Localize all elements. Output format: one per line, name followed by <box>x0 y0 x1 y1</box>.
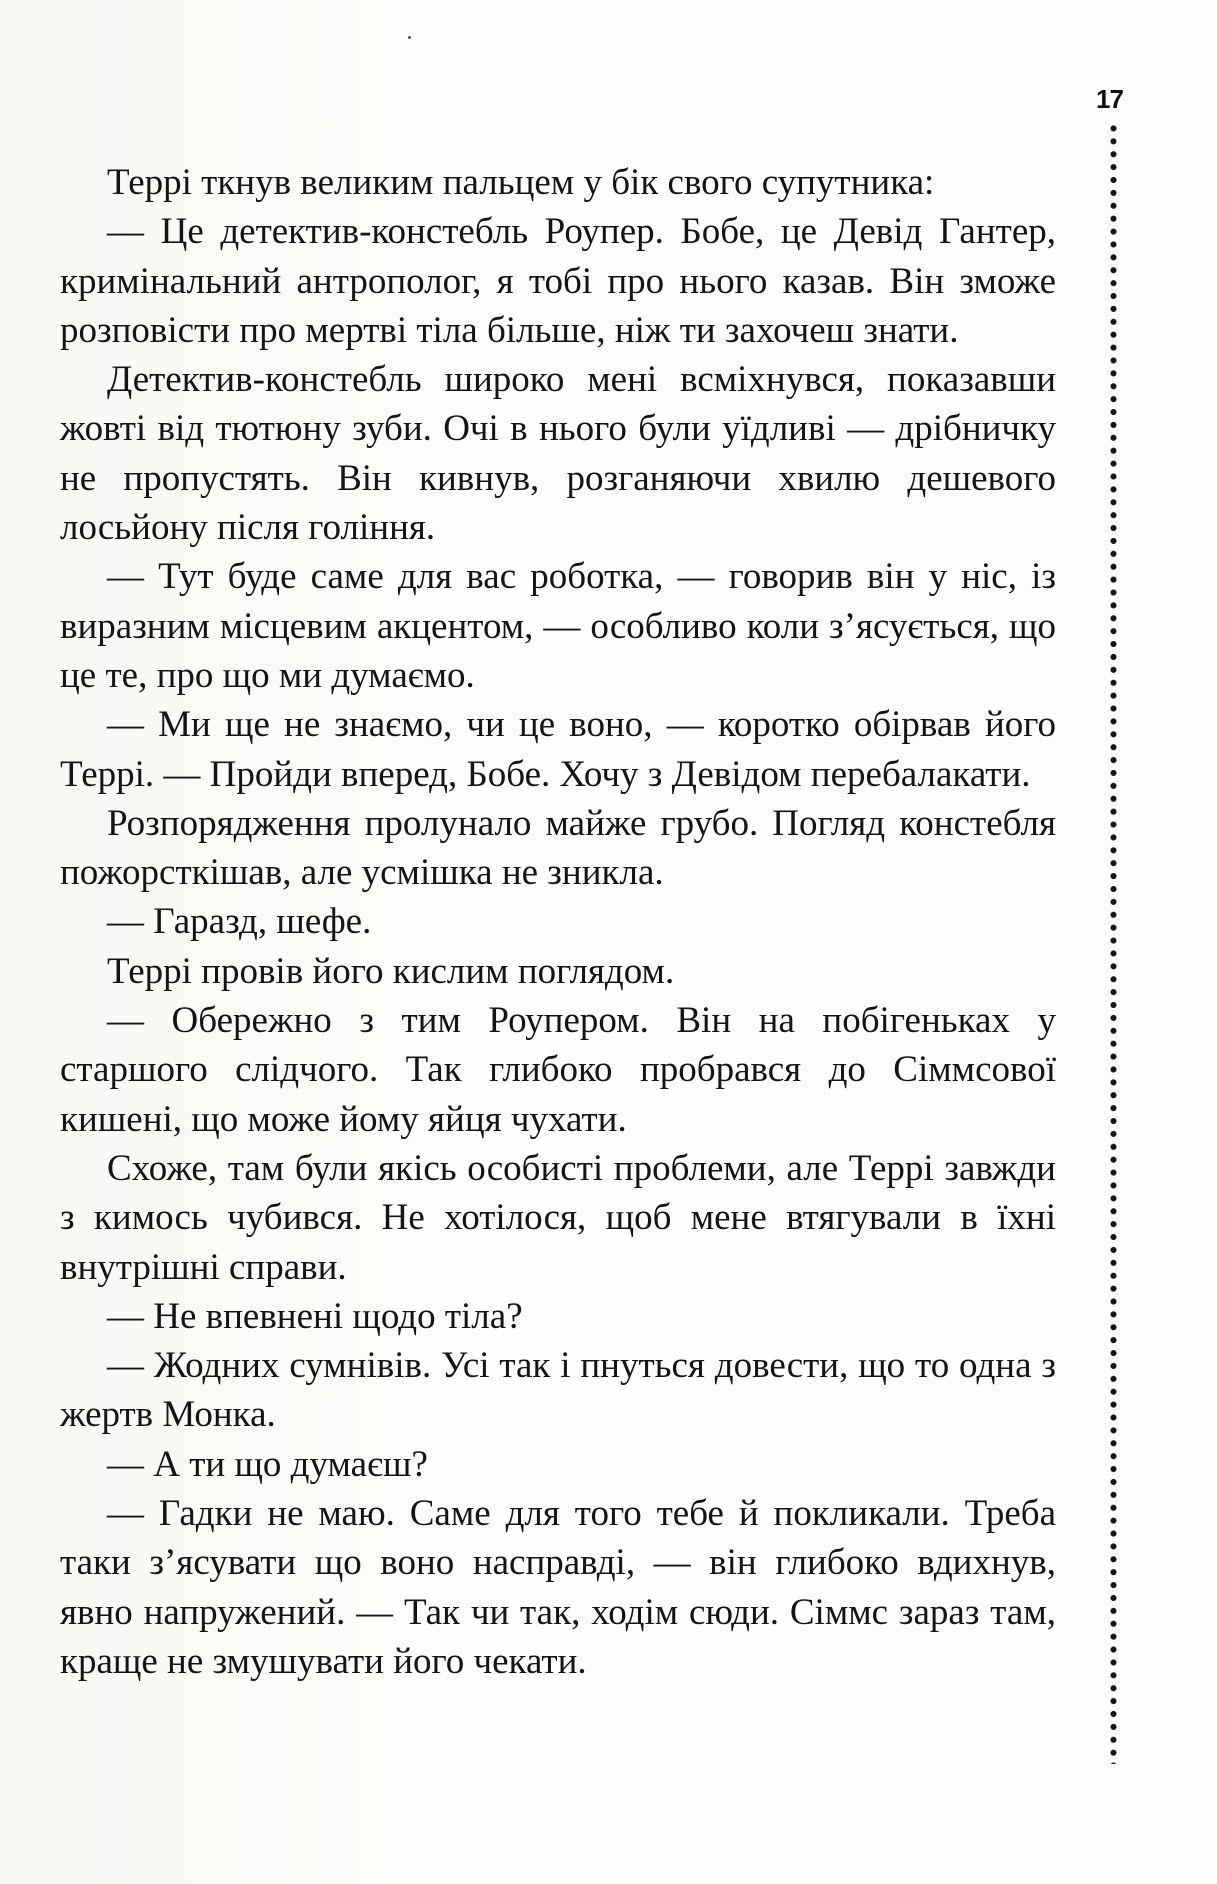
paragraph-5: — Ми ще не знаємо, чи це воно, — коротко обірвав його Террі. — Пройди вперед, Бобе. Хочу з Девідом перебалакати. <box>60 704 1056 795</box>
dotted-margin-rule <box>1110 122 1117 1764</box>
paragraph-2: — Це детектив-констебль Роупер. Бобе, це Девід Гантер, кримінальний антрополог, я тобі про нього казав. Він зможе розповісти про мертві тіла більше, ніж ти захочеш знати. <box>60 211 1056 351</box>
paragraph-1: Террі ткнув великим пальцем у бік свого супутника: <box>107 162 935 203</box>
paragraph-13: — А ти що думаєш? <box>107 1443 428 1485</box>
paragraph-6: Розпорядження пролунало майже грубо. Погляд констебля пожорсткішав, але усмішка не зникла. <box>60 802 1056 894</box>
paragraph-7: — Гаразд, шефе. <box>107 901 372 943</box>
paragraph-3: Детектив-констебль широко мені всміхнувся, показавши жовті від тютюну зуби. Очі в нього були уїдливі — дрібничку не пропустять. Він кивнув, розганяючи хвилю дешевого лосьйону після гоління. <box>60 359 1056 549</box>
page-number: 17 <box>1096 84 1123 114</box>
paragraph-11: — Не впевнені щодо тіла? <box>107 1295 523 1337</box>
paragraph-10: Схоже, там були якісь особисті проблеми, але Террі завжди з кимось чубився. Не хотілося, щоб мене втягували в їхні внутрішні справи. <box>60 1147 1056 1288</box>
paragraph-4: — Тут буде саме для вас роботка, — говорив він у ніс, із виразним місцевим акцентом, — особливо коли з’ясується, що це те, про що ми думаємо. <box>60 556 1056 696</box>
paragraph-14: — Гадки не маю. Саме для того тебе й покликали. Треба таки з’ясувати що воно насправді, — він глибоко вдихнув, явно напружений. — Так чи так, ходім сюди. Сіммс зараз там, краще не змушувати його чекати. <box>60 1493 1056 1682</box>
paragraph-12: — Жодних сумнівів. Усі так і пнуться довести, що то одна з жертв Монка. <box>60 1345 1056 1436</box>
body-text <box>60 158 1056 1686</box>
print-speck <box>408 36 411 39</box>
paragraph-9: — Обережно з тим Роупером. Він на побігеньках у старшого слідчого. Так глибоко пробрався до Сіммсової кишені, що може йому яйця чухати. <box>60 1000 1056 1140</box>
paragraph-8: Террі провів його кислим поглядом. <box>107 950 675 992</box>
